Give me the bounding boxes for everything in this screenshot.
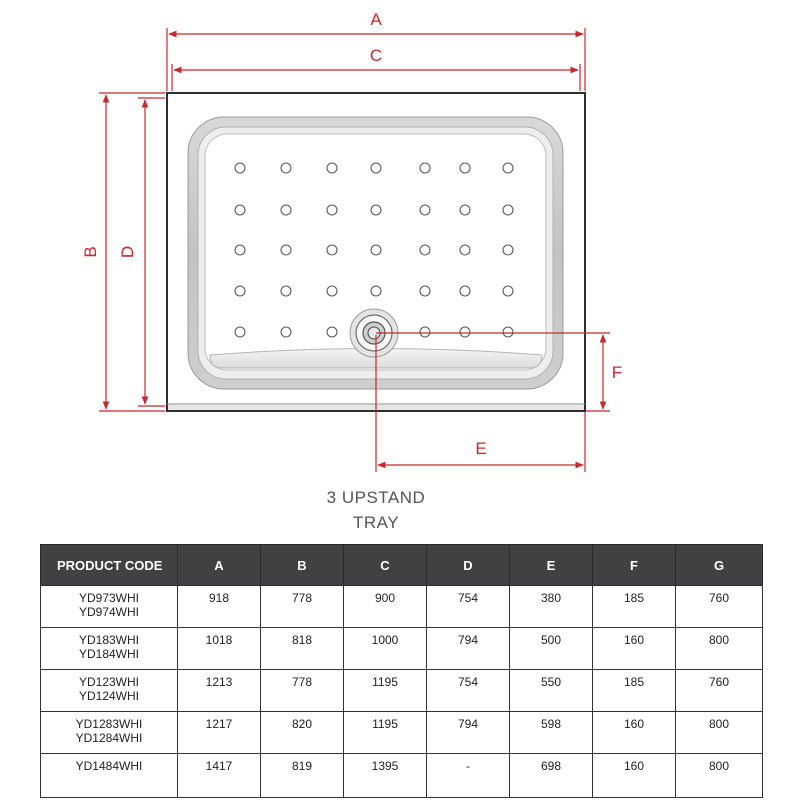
product-code: YD124WHI xyxy=(78,689,140,703)
value-a: 1217 xyxy=(178,712,261,754)
value-c: 1000 xyxy=(344,628,427,670)
table-header-row xyxy=(41,545,763,586)
product-code: YD974WHI xyxy=(78,605,140,619)
dimple xyxy=(281,163,291,173)
dim-label-b: B xyxy=(81,246,100,258)
dimple xyxy=(281,205,291,215)
value-g: 800 xyxy=(676,628,763,670)
header-c: C xyxy=(344,545,427,586)
value-e: 698 xyxy=(510,754,593,798)
value-e: 550 xyxy=(510,670,593,712)
product-code: YD123WHI xyxy=(78,675,140,689)
dimple xyxy=(327,163,337,173)
table-row xyxy=(41,586,763,628)
value-g: 800 xyxy=(676,712,763,754)
product-code-cell xyxy=(41,670,178,712)
value-d: 794 xyxy=(427,628,510,670)
value-d: 794 xyxy=(427,712,510,754)
value-b: 818 xyxy=(261,628,344,670)
dimple xyxy=(235,205,245,215)
product-code: YD184WHI xyxy=(78,647,140,661)
dimple xyxy=(235,286,245,296)
value-c: 1195 xyxy=(344,670,427,712)
header-a: A xyxy=(178,545,261,586)
value-a: 1213 xyxy=(178,670,261,712)
table-row xyxy=(41,670,763,712)
product-code: YD1283WHI xyxy=(75,717,143,731)
dim-label-e: E xyxy=(475,439,487,458)
value-g: 800 xyxy=(676,754,763,798)
product-code-cell xyxy=(41,586,178,628)
dimple xyxy=(371,286,381,296)
dimple xyxy=(281,286,291,296)
dimple xyxy=(235,245,245,255)
product-code-cell xyxy=(41,712,178,754)
dimple xyxy=(371,205,381,215)
dim-label-d: D xyxy=(118,245,137,259)
dim-label-c: C xyxy=(369,46,383,65)
product-code: YD1484WHI xyxy=(75,759,143,773)
value-b: 778 xyxy=(261,586,344,628)
dimple xyxy=(503,327,513,337)
product-code: YD1284WHI xyxy=(75,731,143,745)
value-a: 1417 xyxy=(178,754,261,798)
dimple xyxy=(281,327,291,337)
dimple xyxy=(235,327,245,337)
value-d: 754 xyxy=(427,586,510,628)
dimple xyxy=(460,327,470,337)
dimple xyxy=(420,163,430,173)
diagram-title xyxy=(276,485,476,535)
value-g: 760 xyxy=(676,670,763,712)
table-row xyxy=(41,754,763,798)
header-d: D xyxy=(427,545,510,586)
dimple xyxy=(420,205,430,215)
diagram-title-line1: 3 UPSTAND xyxy=(326,488,426,507)
product-code: YD183WHI xyxy=(78,633,140,647)
dimple xyxy=(327,327,337,337)
table-row xyxy=(41,628,763,670)
value-b: 819 xyxy=(261,754,344,798)
header-b: B xyxy=(261,545,344,586)
header-f: F xyxy=(593,545,676,586)
table-row xyxy=(41,712,763,754)
dimple xyxy=(235,163,245,173)
value-c: 1195 xyxy=(344,712,427,754)
dimple xyxy=(371,163,381,173)
diagram-title-line2: TRAY xyxy=(352,513,400,532)
value-c: 1395 xyxy=(344,754,427,798)
header-product-code: PRODUCT CODE xyxy=(41,545,178,586)
dimple xyxy=(327,286,337,296)
dimensions-table xyxy=(40,544,763,798)
dimple xyxy=(503,163,513,173)
header-g: G xyxy=(676,545,763,586)
value-a: 1018 xyxy=(178,628,261,670)
dimple xyxy=(420,245,430,255)
dimple xyxy=(460,245,470,255)
product-code-cell xyxy=(41,754,178,798)
product-code: YD973WHI xyxy=(78,591,140,605)
dimple xyxy=(371,245,381,255)
product-code-cell xyxy=(41,628,178,670)
dimple xyxy=(503,245,513,255)
value-e: 500 xyxy=(510,628,593,670)
value-f: 160 xyxy=(593,754,676,798)
value-e: 598 xyxy=(510,712,593,754)
dimple xyxy=(327,245,337,255)
value-b: 820 xyxy=(261,712,344,754)
value-e: 380 xyxy=(510,586,593,628)
dim-label-a: A xyxy=(370,10,382,29)
dimple xyxy=(460,205,470,215)
value-f: 160 xyxy=(593,628,676,670)
value-a: 918 xyxy=(178,586,261,628)
dimple xyxy=(503,286,513,296)
dimple xyxy=(327,205,337,215)
dimple xyxy=(420,286,430,296)
value-f: 185 xyxy=(593,670,676,712)
dimple xyxy=(420,327,430,337)
value-f: 185 xyxy=(593,586,676,628)
value-b: 778 xyxy=(261,670,344,712)
value-c: 900 xyxy=(344,586,427,628)
dimple xyxy=(460,286,470,296)
header-e: E xyxy=(510,545,593,586)
dimple xyxy=(503,205,513,215)
dimple xyxy=(281,245,291,255)
value-d: 754 xyxy=(427,670,510,712)
value-g: 760 xyxy=(676,586,763,628)
value-f: 160 xyxy=(593,712,676,754)
dimple xyxy=(460,163,470,173)
value-d: - xyxy=(427,754,510,798)
dim-label-f: F xyxy=(611,363,623,382)
